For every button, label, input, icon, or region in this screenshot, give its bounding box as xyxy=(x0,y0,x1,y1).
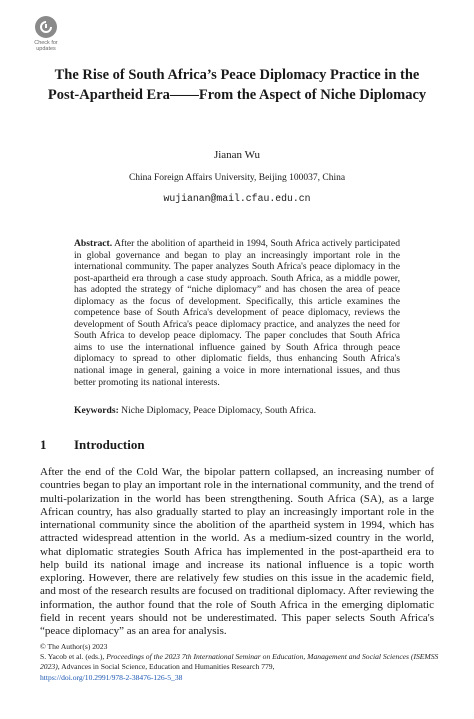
footer xyxy=(40,642,440,683)
footer-citation: S. Yacob et al. (eds.), Proceedings of the 2023 7th International Seminar on Education, Management and Social Sciences (ISEMSS 2023), Advances in Social Science, Education and Humanities Research 779, xyxy=(40,652,439,672)
keywords-label: Keywords: xyxy=(74,405,119,416)
section-title: Introduction xyxy=(74,437,145,452)
paper-title: The Rise of South Africa’s Peace Diplomacy Practice in the Post-Apartheid Era——From the Aspect of Niche Diplomacy xyxy=(47,67,427,103)
abstract-label: Abstract. xyxy=(74,238,113,249)
section-number: 1 xyxy=(40,437,47,452)
abstract xyxy=(74,238,400,388)
badge-label: Check for updates xyxy=(34,40,58,52)
author-email[interactable]: wujianan@mail.cfau.edu.cn xyxy=(163,193,311,204)
doi-link[interactable]: https://doi.org/10.2991/978-2-38476-126-5_38 xyxy=(40,672,183,682)
check-for-updates-icon xyxy=(35,16,57,38)
body-paragraph: After the end of the Cold War, the bipolar pattern collapsed, an increasing number of countries began to play an important role in the international community, and the trend of multi-polarization in the world has been strengthening. South Africa (SA), as a large African country, has also gradually started to play an increasingly important role in the international community since the abolition of the apartheid system in 1994, which has attracted widespread attention in the world. As a medium-sized country in the world, what diplomatic strategies South Africa has implemented in the post-apartheid era to help build its national image and increase its national influence is a topic worth exploring. However, there are relatively few studies on this issue in the academic field, and most of the research results are focused on traditional diplomacy. After reviewing the information, the author found that the role of South Africa in the emerging diplomatic field in recent years should not be underestimated. This paper selects South Africa's “peace diplomacy” as an area for analysis. xyxy=(40,466,434,637)
author-name: Jianan Wu xyxy=(213,149,261,161)
keywords xyxy=(74,405,400,416)
footer-copyright: © The Author(s) 2023 xyxy=(40,642,108,651)
check-for-updates-badge[interactable] xyxy=(28,16,64,58)
section-heading xyxy=(40,437,145,453)
keywords-text: Niche Diplomacy, Peace Diplomacy, South Africa. xyxy=(118,405,316,416)
proceedings-title: Proceedings of the 2023 7th International Seminar on Education, Management and Social Sciences (ISEMSS 2023) xyxy=(40,652,439,672)
abstract-text: After the abolition of apartheid in 1994, South Africa actively participated in global governance and began to play an increasingly important role in the international community. The paper analyzes South Africa's peace diplomacy in the post-apartheid era through a case study approach. South Africa, as a middle power, has adopted the strategy of “niche diplomacy” and has chosen the area of peace diplomacy as the focus of development. Specifically, this article examines the competence base of South Africa's development of peace diplomacy, reviews the development of South Africa's peace diplomacy practice, and analyzes the need for South Africa to develop peace diplomacy. The paper concludes that South Africa aims to use the international influence gained by South Africa through peace diplomacy to spread to other diplomatic fields, thus enhancing South Africa's national image in general, gaining a voice in more international issues, and thus better promoting its national interests. xyxy=(74,238,400,388)
author-affiliation: China Foreign Affairs University, Beijing 100037, China xyxy=(128,173,346,183)
